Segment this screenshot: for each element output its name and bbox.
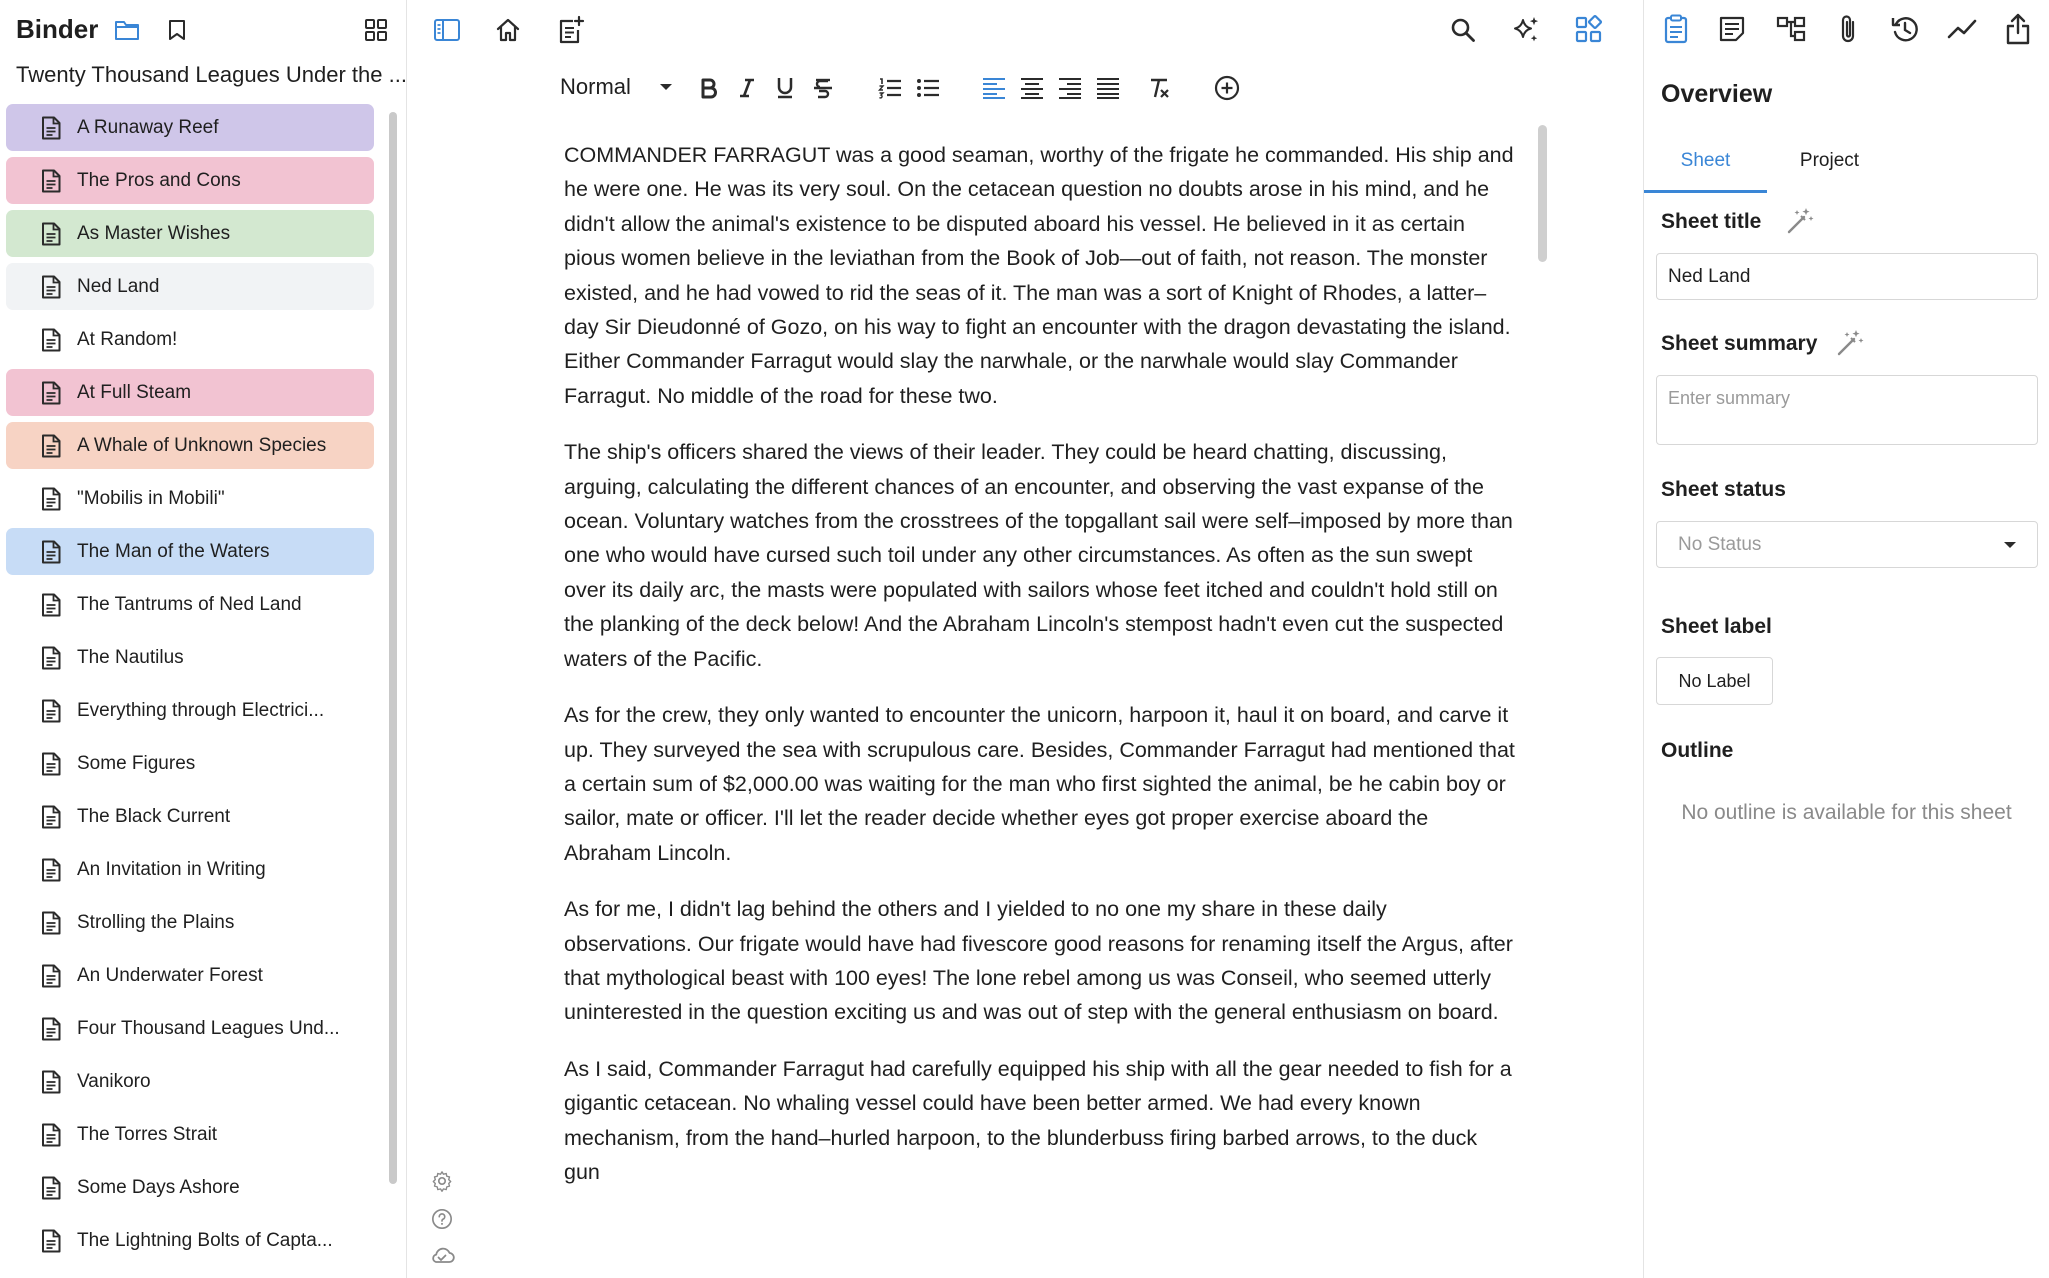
binder-sheet-label: The Torres Strait bbox=[77, 1123, 218, 1145]
document-icon bbox=[41, 169, 61, 193]
sheet-label-label: Sheet label bbox=[1661, 615, 1772, 638]
paragraph-style-value: Normal bbox=[560, 74, 631, 99]
strikethrough-icon[interactable] bbox=[810, 74, 836, 102]
binder-sheet-label: Some Figures bbox=[77, 752, 196, 774]
document-icon bbox=[41, 1070, 61, 1094]
sheet-list bbox=[6, 104, 374, 1270]
sheet-status-select[interactable] bbox=[1656, 521, 2038, 568]
binder-sheet-item[interactable] bbox=[6, 952, 374, 999]
bold-icon[interactable] bbox=[696, 74, 722, 102]
binder-sheet-label: Everything through Electrici... bbox=[77, 699, 325, 721]
dashboard-widgets-icon[interactable] bbox=[1573, 14, 1605, 46]
document-icon bbox=[41, 752, 61, 776]
binder-sheet-item[interactable] bbox=[6, 1058, 374, 1105]
paragraph: The ship's officers shared the views of their leader. They could be heard chatting, discussing, arguing, calculating the different chances of an encounter, and observing the vast expanse of the ocean. Voluntary watches from the crosstrees of the topgallant sail were self–imposed by more than one who would have cursed such toil under any other circumstances. As often as the sun swept over its daily arc, the masts were populated with sailors whose feet itched and couldn't hold still on the planking of the deck below! And the Abraham Lincoln's stempost hadn't even cut the suspected waters of the Pacific. bbox=[564, 440, 1513, 671]
sheet-summary-label: Sheet summary bbox=[1661, 332, 1818, 355]
document-icon bbox=[41, 964, 61, 988]
document-icon bbox=[41, 1229, 61, 1253]
outline-label: Outline bbox=[1661, 739, 1734, 762]
folder-icon[interactable] bbox=[112, 16, 142, 44]
bookmark-icon[interactable] bbox=[164, 16, 190, 44]
sheet-summary-field[interactable] bbox=[1656, 375, 2038, 445]
paragraph: As I said, Commander Farragut had carefully equipped his ship with all the gear needed to fish for a gigantic cetacean. No whaling vessel could have been better armed. We had every known mechanism, from the hand–hurled harpoon, to the blunderbuss firing barbed arrows, to the duck gun bbox=[564, 1056, 1512, 1184]
binder-sheet-label: "Mobilis in Mobili" bbox=[77, 487, 225, 509]
document-icon bbox=[41, 1176, 61, 1200]
numbered-list-icon[interactable] bbox=[876, 74, 904, 102]
panel-title: Overview bbox=[1661, 80, 1773, 108]
binder-sheet-label: As Master Wishes bbox=[77, 222, 231, 244]
format-toolbar bbox=[560, 68, 1260, 108]
document-icon bbox=[41, 1017, 61, 1041]
new-note-icon[interactable] bbox=[556, 14, 586, 46]
clipboard-overview-icon[interactable] bbox=[1661, 12, 1691, 46]
binder-sheet-item[interactable] bbox=[6, 104, 374, 151]
paragraph: As for the crew, they only wanted to encounter the unicorn, harpoon it, haul it on board, and carve it up. They surveyed the sea with scrupulous care. Besides, Commander Farragut had mentioned that a certain sum of $2,000.00 was waiting for the man who first sighted the animal, be he cabin boy or sailor, mate or officer. I'll let the reader decide whether eyes got proper exercise aboard the Abraham Lincoln. bbox=[564, 703, 1515, 865]
align-right-icon[interactable] bbox=[1056, 74, 1084, 102]
tab-sheet[interactable]: Sheet bbox=[1680, 150, 1731, 171]
document-icon bbox=[41, 911, 61, 935]
document-icon bbox=[41, 434, 61, 458]
chevron-down-icon bbox=[2003, 541, 2017, 549]
notes-icon[interactable] bbox=[1717, 14, 1747, 44]
home-icon[interactable] bbox=[493, 15, 523, 45]
document-icon bbox=[41, 540, 61, 564]
document-icon bbox=[41, 222, 61, 246]
grid-view-icon[interactable] bbox=[361, 16, 391, 44]
magic-wand-icon[interactable] bbox=[1834, 327, 1866, 359]
document-icon bbox=[41, 116, 61, 140]
sheet-title-label: Sheet title bbox=[1661, 210, 1762, 233]
binder-sheet-label: An Underwater Forest bbox=[77, 964, 263, 986]
document-icon bbox=[41, 1123, 61, 1147]
binder-header bbox=[16, 10, 396, 50]
binder-sidebar bbox=[0, 0, 407, 1278]
binder-sheet-item[interactable] bbox=[6, 422, 374, 469]
document-icon bbox=[41, 699, 61, 723]
binder-sheet-item[interactable] bbox=[6, 1217, 374, 1264]
document-icon bbox=[41, 487, 61, 511]
editor-scrollbar[interactable] bbox=[1538, 125, 1547, 262]
document-icon bbox=[41, 858, 61, 882]
document-icon bbox=[41, 646, 61, 670]
binder-sheet-label: At Full Steam bbox=[77, 381, 192, 403]
binder-sheet-item[interactable] bbox=[6, 1111, 374, 1158]
binder-sheet-item[interactable] bbox=[6, 846, 374, 893]
tab-project[interactable]: Project bbox=[1799, 150, 1860, 171]
binder-sheet-item[interactable] bbox=[6, 528, 374, 575]
binder-sheet-item[interactable] bbox=[6, 899, 374, 946]
binder-sheet-label: At Random! bbox=[77, 328, 178, 350]
chevron-down-icon bbox=[659, 83, 673, 91]
history-icon[interactable] bbox=[1889, 13, 1921, 45]
italic-icon[interactable] bbox=[734, 74, 760, 102]
binder-sheet-label: The Nautilus bbox=[77, 646, 184, 668]
align-left-icon[interactable] bbox=[980, 74, 1008, 102]
binder-sheet-item[interactable] bbox=[6, 263, 374, 310]
paragraph-style-select[interactable] bbox=[560, 74, 673, 100]
binder-sheet-label: A Whale of Unknown Species bbox=[77, 434, 327, 456]
document-icon bbox=[41, 275, 61, 299]
binder-scrollbar[interactable] bbox=[389, 112, 397, 1184]
binder-sheet-label: Vanikoro bbox=[77, 1070, 151, 1092]
ai-sparkle-icon[interactable] bbox=[1510, 14, 1542, 46]
binder-sheet-label: Some Days Ashore bbox=[77, 1176, 240, 1198]
binder-sheet-item[interactable] bbox=[6, 687, 374, 734]
active-tab-indicator bbox=[1644, 190, 1767, 193]
binder-sheet-item[interactable] bbox=[6, 740, 374, 787]
document-icon bbox=[41, 805, 61, 829]
binder-title: Binder bbox=[16, 14, 99, 44]
left-rail bbox=[407, 0, 537, 1278]
statistics-trend-icon[interactable] bbox=[1946, 14, 1978, 44]
magic-wand-icon[interactable] bbox=[1784, 205, 1816, 237]
project-name[interactable]: Twenty Thousand Leagues Under the ... bbox=[16, 62, 407, 87]
help-icon[interactable] bbox=[429, 1206, 455, 1232]
insert-plus-icon[interactable] bbox=[1212, 73, 1242, 103]
paragraph: COMMANDER FARRAGUT was a good seaman, worthy of the frigate he commanded. His ship and he were one. He was its very soul. On the cetacean question no doubts arose in his mind, and he didn't allow the animal's existence to be disputed aboard his vessel. He believed in it as certain pious women believe in the leviathan from the Book of Job—out of faith, not reason. The monster existed, and he had vowed to rid the seas of it. The man was a sort of Knight of Rhodes, a latter–day Sir Dieudonné of Gozo, on his way to fight an encounter with the dragon devastating the island. Either Commander Farragut would slay the narwhale, or the narwhale would slay Commander Farragut. No middle of the road for these two. bbox=[564, 143, 1514, 408]
binder-sheet-label: Four Thousand Leagues Und... bbox=[77, 1017, 340, 1039]
binder-sheet-label: Ned Land bbox=[77, 275, 160, 297]
binder-sheet-item[interactable] bbox=[6, 1164, 374, 1211]
sheet-label-button[interactable]: No Label bbox=[1656, 657, 1773, 705]
binder-sheet-label: The Man of the Waters bbox=[77, 540, 270, 562]
binder-sheet-item[interactable] bbox=[6, 634, 374, 681]
binder-sheet-item[interactable] bbox=[6, 157, 374, 204]
settings-icon[interactable] bbox=[429, 1168, 455, 1194]
document-icon bbox=[41, 328, 61, 352]
binder-sheet-item[interactable] bbox=[6, 793, 374, 840]
binder-sheet-label: The Lightning Bolts of Capta... bbox=[77, 1229, 333, 1251]
binder-sheet-item[interactable] bbox=[6, 316, 374, 363]
binder-sheet-item[interactable] bbox=[6, 1005, 374, 1052]
editor-top-bar bbox=[407, 0, 1643, 60]
sheet-title-field[interactable] bbox=[1656, 253, 2038, 300]
sheet-status-value: No Status bbox=[1678, 534, 1762, 555]
binder-sheet-item[interactable] bbox=[6, 475, 374, 522]
binder-sheet-label: An Invitation in Writing bbox=[77, 858, 266, 880]
bulleted-list-icon[interactable] bbox=[914, 74, 942, 102]
share-export-icon[interactable] bbox=[2003, 11, 2033, 47]
sheet-status-label: Sheet status bbox=[1661, 478, 1786, 501]
align-center-icon[interactable] bbox=[1018, 74, 1046, 102]
binder-sheet-label: The Tantrums of Ned Land bbox=[77, 593, 302, 615]
binder-sheet-item[interactable] bbox=[6, 210, 374, 257]
binder-sheet-item[interactable] bbox=[6, 581, 374, 628]
paragraph: As for me, I didn't lag behind the others and I yielded to no one my share in these daily observations. Our frigate would have had fivescore good reasons for renaming itself the Argus, after that mythological beast with 100 eyes! The lone rebel among us was Conseil, who seemed utterly uninterested in the question exciting us and was out of step with the general enthusiasm on board. bbox=[564, 897, 1513, 1025]
align-justify-icon[interactable] bbox=[1094, 74, 1122, 102]
underline-icon[interactable] bbox=[772, 74, 798, 102]
attachment-icon[interactable] bbox=[1833, 12, 1863, 46]
document-icon bbox=[41, 381, 61, 405]
cloud-sync-icon[interactable] bbox=[427, 1242, 457, 1268]
binder-sheet-label: A Runaway Reef bbox=[77, 116, 219, 138]
binder-sheet-label: The Pros and Cons bbox=[77, 169, 241, 191]
document-icon bbox=[41, 593, 61, 617]
search-icon[interactable] bbox=[1447, 14, 1479, 46]
editor-content[interactable] bbox=[564, 138, 1516, 1184]
clear-formatting-icon[interactable] bbox=[1146, 74, 1174, 102]
binder-sheet-label: Strolling the Plains bbox=[77, 911, 235, 933]
binder-sheet-label: The Black Current bbox=[77, 805, 231, 827]
structure-tree-icon[interactable] bbox=[1775, 14, 1807, 44]
inspector-panel bbox=[1643, 0, 2048, 1278]
toggle-sidebar-icon[interactable] bbox=[431, 15, 463, 45]
outline-empty-message: No outline is available for this sheet bbox=[1681, 801, 2012, 824]
binder-sheet-item[interactable] bbox=[6, 369, 374, 416]
